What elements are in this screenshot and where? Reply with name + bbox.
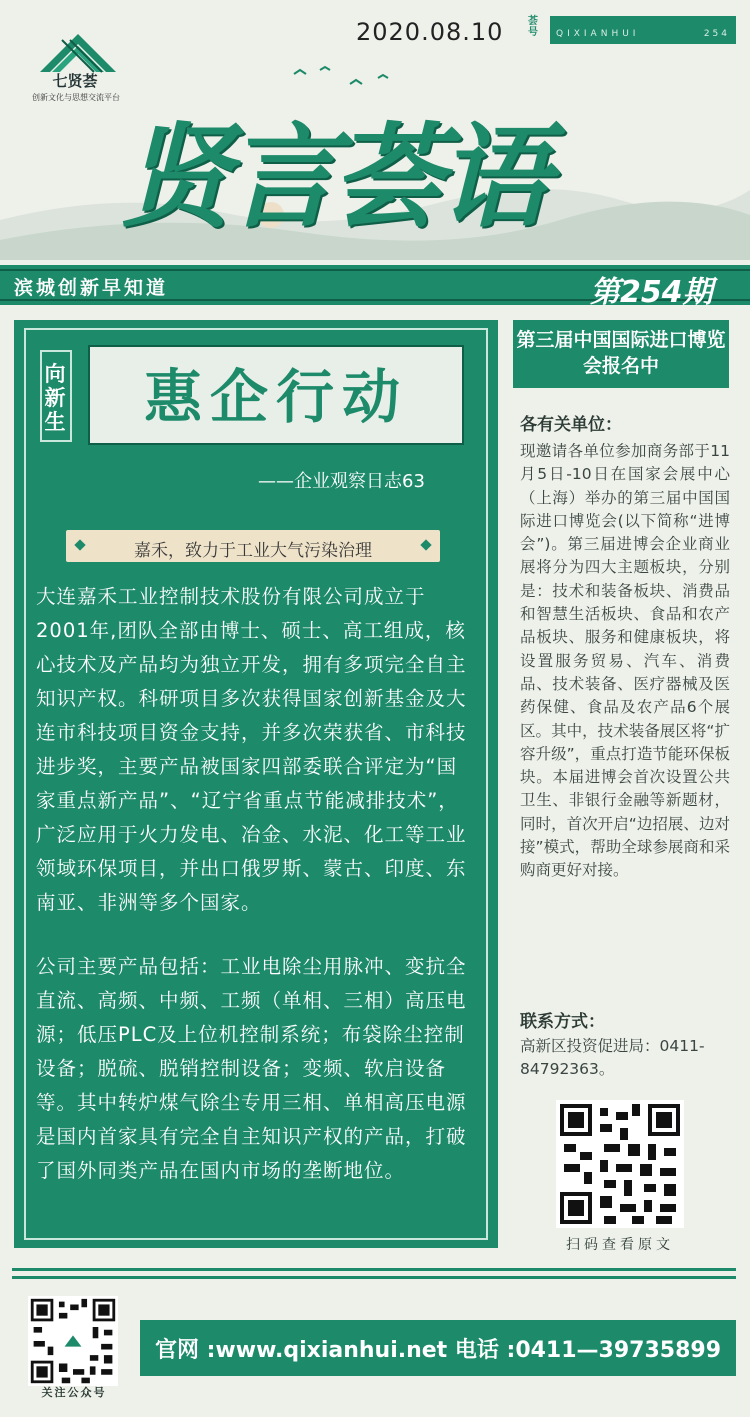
issue-date: 2020.08.10	[356, 18, 504, 46]
article-subtitle: ——企业观察日志63	[258, 471, 425, 492]
qr-caption: 扫码查看原文	[566, 1237, 674, 1253]
article-paragraph: 公司主要产品包括：工业电除尘用脉冲、变抗全直流、高频、中频、工频（单相、三相）高压电源；低压PLC及上位机控制系统；布袋除尘控制设备；脱硫、脱销控制设备；变频、软启设备等。其中转炉煤气除尘专用三相、单相高压电源是国内首家具有完全自主知识产权的产品，打破了国外同类产品在国内市场的垄断地位。	[36, 955, 467, 1182]
divider	[12, 1276, 736, 1279]
brand-pinyin: QIXIANHUI	[556, 29, 640, 39]
sidebar-body: 现邀请各单位参加商务部于11月5日-10日在国家会展中心（上海）举办的第三届中国国际进口博览会(以下简称“进博会”)。第三届进博会企业商业展将分为四大主题板块，分别是：技术和装备板块、消费品和智慧生活板块、食品和农产品板块、服务和健康板块，将设置服务贸易、汽车、消费品、技术装备、医疗器械及医药保健、食品及农产品6个展区。其中，技术装备展区将“扩容升级”，重点打造节能环保板块。本届进博会首次设置公共卫生、非银行金融等新题材，同时，首次开启“边招展、边对接”模式，帮助全球参展商和采购商更好对接。	[520, 442, 730, 880]
main-title: 惠企行动	[143, 363, 408, 431]
sidebar-title: 第三届中国国际进口博览会报名中	[516, 329, 726, 377]
wechat-qr-icon[interactable]	[28, 1296, 118, 1386]
category-tag: 向新生	[44, 362, 66, 434]
logo-text: 七贤荟	[52, 72, 98, 90]
topic-text: 滨城创新早知道	[14, 277, 169, 299]
banner-text: 嘉禾，致力于工业大气污染治理	[134, 541, 372, 561]
qr-code-icon[interactable]	[556, 1100, 684, 1228]
footer-contact[interactable]: 官网 :www.qixianhui.net 电话 :0411—39735899	[154, 1338, 722, 1363]
sidebar-greeting: 各有关单位：	[520, 415, 622, 435]
issue-label: 荟号	[528, 16, 538, 38]
brand-issue-code: 254	[703, 29, 730, 39]
issue-number: 第254期	[590, 275, 713, 310]
article-paragraph: 大连嘉禾工业控制技术股份有限公司成立于2001年,团队全部由博士、硕士、高工组成，核心技术及产品均为独立开发，拥有多项完全自主知识产权。科研项目多次获得国家创新基金及大连市科技项目资金支持，并多次荣获省、市科技进步奖，主要产品被国家四部委联合评定为“国家重点新产品”、“辽宁省重点节能减排技术”，广泛应用于火力发电、冶金、水泥、化工等工业领域环保项目，并出口俄罗斯、蒙古、印度、东南亚、非洲等多个国家。	[36, 585, 467, 914]
contact-info: 高新区投资促进局：0411-84792363。	[520, 1037, 705, 1078]
brand-box	[550, 16, 736, 44]
divider	[12, 1268, 736, 1271]
article-body	[36, 580, 476, 1218]
follow-caption: 关注公众号	[41, 1386, 107, 1399]
contact-label: 联系方式：	[520, 1012, 605, 1032]
logo-subtitle: 创新文化与思想交流平台	[32, 93, 120, 102]
page-title: 贤言荟语	[120, 112, 544, 243]
